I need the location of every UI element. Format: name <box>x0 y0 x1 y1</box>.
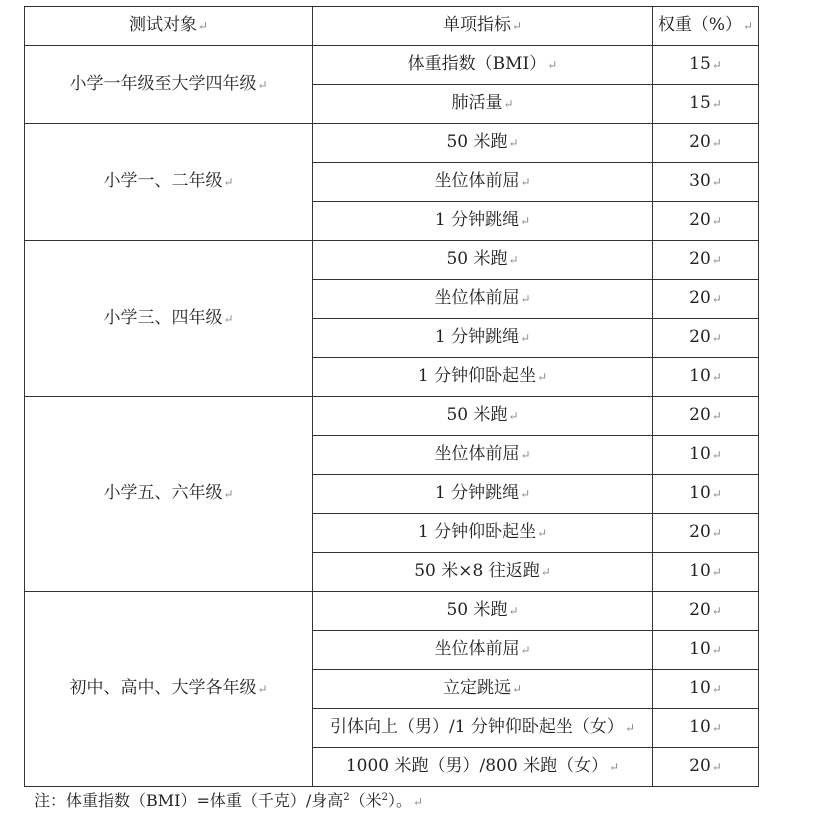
weight-cell: 20↵ <box>653 319 759 358</box>
return-mark-icon: ↵ <box>711 760 722 774</box>
subject-cell: 小学三、四年级↵ <box>25 241 313 397</box>
weight-cell: 30↵ <box>653 163 759 202</box>
return-mark-icon: ↵ <box>508 253 519 267</box>
return-mark-icon: ↵ <box>520 448 531 462</box>
footnote-exponent: 2 <box>381 792 389 803</box>
weight-cell: 10↵ <box>653 670 759 709</box>
return-mark-icon: ↵ <box>711 526 722 540</box>
return-mark-icon: ↵ <box>711 682 722 696</box>
indicator-cell: 1 分钟仰卧起坐↵ <box>313 358 653 397</box>
weight-cell: 20↵ <box>653 241 759 280</box>
return-mark-icon: ↵ <box>223 487 234 501</box>
return-mark-icon: ↵ <box>508 409 519 423</box>
return-mark-icon: ↵ <box>609 760 620 774</box>
return-mark-icon: ↵ <box>711 175 722 189</box>
indicator-cell: 肺活量↵ <box>313 85 653 124</box>
indicator-cell: 坐位体前屈↵ <box>313 631 653 670</box>
return-mark-icon: ↵ <box>711 643 722 657</box>
weight-cell: 20↵ <box>653 514 759 553</box>
return-mark-icon: ↵ <box>711 136 722 150</box>
weight-cell: 10↵ <box>653 553 759 592</box>
table-row <box>25 241 759 280</box>
return-mark-icon: ↵ <box>711 58 722 72</box>
return-mark-icon: ↵ <box>624 721 635 735</box>
footnote-suffix: ）。 <box>388 791 413 810</box>
weight-cell: 10↵ <box>653 475 759 514</box>
return-mark-icon: ↵ <box>711 565 722 579</box>
indicator-cell: 坐位体前屈↵ <box>313 163 653 202</box>
weight-cell: 20↵ <box>653 280 759 319</box>
return-mark-icon: ↵ <box>547 58 558 72</box>
footnote-exponent: 2 <box>343 792 350 803</box>
indicator-cell: 坐位体前屈↵ <box>313 280 653 319</box>
subject-cell: 小学一年级至大学四年级↵ <box>25 46 313 124</box>
footnote-middle: （米 <box>349 791 382 810</box>
subject-cell: 小学五、六年级↵ <box>25 397 313 592</box>
footnote-prefix: 注：体重指数（BMI）=体重（千克）/身高 <box>34 791 344 810</box>
weight-cell: 15↵ <box>653 85 759 124</box>
return-mark-icon: ↵ <box>520 175 531 189</box>
weight-cell: 10↵ <box>653 436 759 475</box>
table-row <box>25 397 759 436</box>
table-row <box>25 46 759 85</box>
footnote <box>34 788 423 811</box>
return-mark-icon: ↵ <box>223 175 234 189</box>
weight-cell: 10↵ <box>653 631 759 670</box>
indicator-cell: 1 分钟仰卧起坐↵ <box>313 514 653 553</box>
indicator-cell: 1 分钟跳绳↵ <box>313 475 653 514</box>
return-mark-icon: ↵ <box>711 331 722 345</box>
return-mark-icon: ↵ <box>537 526 548 540</box>
return-mark-icon: ↵ <box>520 292 531 306</box>
return-mark-icon: ↵ <box>520 214 531 228</box>
indicator-cell: 坐位体前屈↵ <box>313 436 653 475</box>
return-mark-icon: ↵ <box>711 721 722 735</box>
table-row <box>25 124 759 163</box>
weight-cell: 20↵ <box>653 748 759 787</box>
return-mark-icon: ↵ <box>511 19 523 33</box>
return-mark-icon: ↵ <box>520 643 531 657</box>
return-mark-icon: ↵ <box>223 311 234 326</box>
return-mark-icon: ↵ <box>711 409 722 423</box>
return-mark-icon: ↵ <box>711 604 722 618</box>
weight-cell: 10↵ <box>653 358 759 397</box>
indicator-cell: 50 米×8 往返跑↵ <box>313 553 653 592</box>
return-mark-icon: ↵ <box>197 19 209 33</box>
subject-cell: 初中、高中、大学各年级↵ <box>25 592 313 787</box>
header-weight: 权重（%）↵ <box>653 7 759 46</box>
return-mark-icon: ↵ <box>711 292 722 306</box>
return-mark-icon: ↵ <box>743 19 754 33</box>
return-mark-icon: ↵ <box>257 682 268 696</box>
weight-cell: 20↵ <box>653 124 759 163</box>
header-indicator: 单项指标↵ <box>313 7 653 46</box>
return-mark-icon: ↵ <box>537 370 548 384</box>
table-row <box>25 592 759 631</box>
return-mark-icon: ↵ <box>540 565 551 579</box>
return-mark-icon: ↵ <box>503 97 514 111</box>
return-mark-icon: ↵ <box>257 77 268 92</box>
indicator-cell: 体重指数（BMI）↵ <box>313 46 653 85</box>
weight-cell: 20↵ <box>653 592 759 631</box>
return-mark-icon: ↵ <box>508 604 519 618</box>
weight-cell: 20↵ <box>653 397 759 436</box>
indicator-cell: 1 分钟跳绳↵ <box>313 319 653 358</box>
return-mark-icon: ↵ <box>711 370 722 384</box>
indicator-cell: 50 米跑↵ <box>313 124 653 163</box>
header-subject: 测试对象↵ <box>25 7 313 46</box>
return-mark-icon: ↵ <box>711 487 722 501</box>
subject-cell: 小学一、二年级↵ <box>25 124 313 241</box>
return-mark-icon: ↵ <box>711 253 722 267</box>
return-mark-icon: ↵ <box>711 214 722 228</box>
indicator-cell: 50 米跑↵ <box>313 397 653 436</box>
weight-cell: 10↵ <box>653 709 759 748</box>
return-mark-icon: ↵ <box>711 97 722 111</box>
indicator-cell: 1000 米跑（男）/800 米跑（女）↵ <box>313 748 653 787</box>
return-mark-icon: ↵ <box>413 795 424 809</box>
return-mark-icon: ↵ <box>520 487 531 501</box>
weight-table <box>24 6 759 787</box>
return-mark-icon: ↵ <box>711 448 722 462</box>
return-mark-icon: ↵ <box>508 136 519 150</box>
return-mark-icon: ↵ <box>511 682 523 696</box>
weight-cell: 20↵ <box>653 202 759 241</box>
indicator-cell: 1 分钟跳绳↵ <box>313 202 653 241</box>
return-mark-icon: ↵ <box>520 331 531 345</box>
indicator-cell: 50 米跑↵ <box>313 241 653 280</box>
weight-cell: 15↵ <box>653 46 759 85</box>
header-row <box>25 7 759 46</box>
indicator-cell: 立定跳远↵ <box>313 670 653 709</box>
indicator-cell: 50 米跑↵ <box>313 592 653 631</box>
indicator-cell: 引体向上（男）/1 分钟仰卧起坐（女）↵ <box>313 709 653 748</box>
